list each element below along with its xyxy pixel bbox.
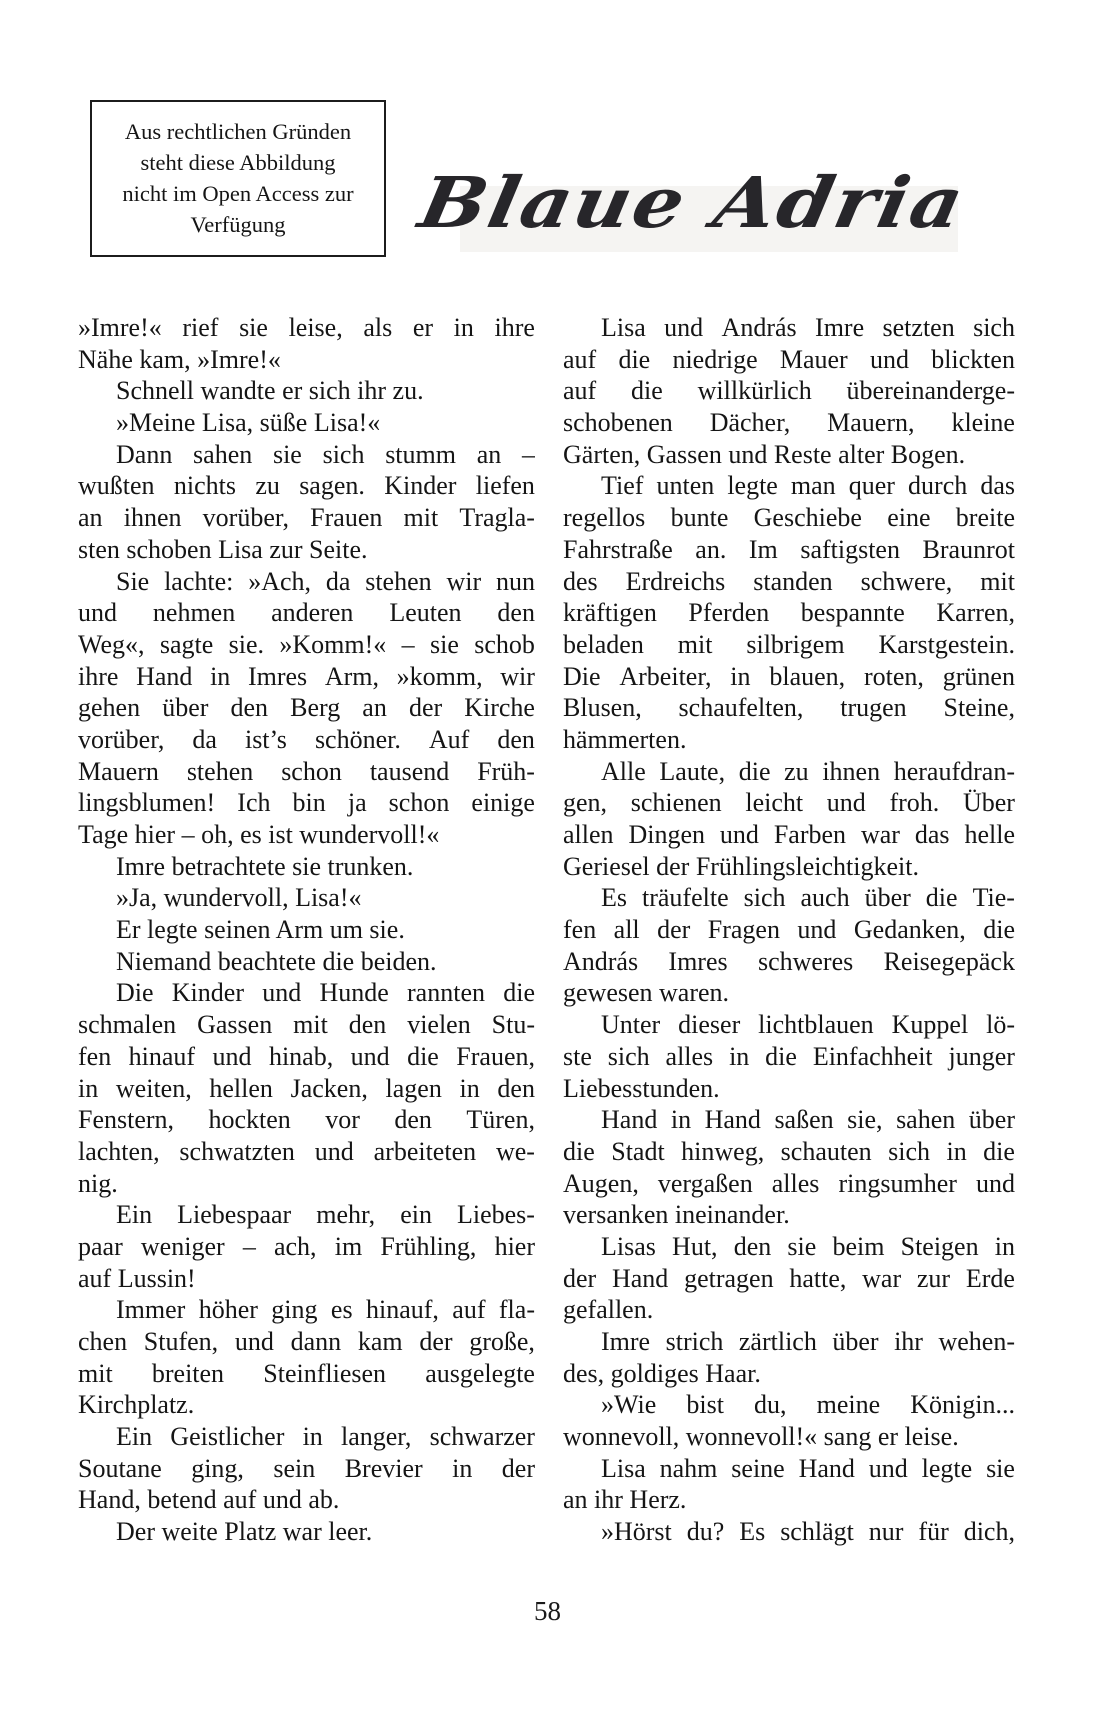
- text-line: hämmerten.: [563, 724, 687, 754]
- text-line: Soutane ging, sein Brevier in der: [78, 1453, 535, 1483]
- left-text-column: [78, 312, 535, 1556]
- text-line: gefallen.: [563, 1295, 654, 1325]
- text-line: und nehmen anderen Leuten den: [78, 598, 535, 628]
- text-line: fen all der Fragen und Gedanken, die: [563, 915, 1015, 945]
- text-line: auf Lussin!: [78, 1263, 196, 1293]
- rights-notice-box: [90, 100, 386, 257]
- text-line: Lisas Hut, den sie beim Steigen in: [601, 1231, 1015, 1261]
- text-line: »Meine Lisa, süße Lisa!«: [116, 408, 381, 438]
- text-line: schobenen Dächer, Mauern, kleine: [563, 408, 1015, 438]
- text-line: Gärten, Gassen und Reste alter Bogen.: [563, 439, 966, 469]
- paragraph: [78, 1294, 535, 1421]
- text-line: Nähe kam, »Imre!«: [78, 344, 281, 374]
- page-number: 58: [534, 1596, 561, 1626]
- right-text-column: [563, 312, 1015, 1556]
- paragraph: [78, 851, 535, 883]
- text-line: lingsblumen! Ich bin ja schon einige: [78, 788, 535, 818]
- text-line: Hand, betend auf und ab.: [78, 1485, 340, 1515]
- text-line: nig.: [78, 1168, 118, 1198]
- text-line: gewesen waren.: [563, 978, 730, 1008]
- paragraph: [563, 470, 1015, 755]
- text-line: auf die willkürlich übereinanderge-: [563, 376, 1015, 406]
- text-line: auf die niedrige Mauer und blickten: [563, 344, 1015, 374]
- text-line: Imre betrachtete sie trunken.: [116, 851, 414, 881]
- text-line: Ein Liebespaar mehr, ein Liebes-: [116, 1200, 535, 1230]
- text-line: Niemand beachtete die beiden.: [116, 946, 437, 976]
- text-line: an ihnen vorüber, Frauen mit Tragla-: [78, 503, 535, 533]
- paragraph: [78, 375, 535, 407]
- text-line: Fahrstraße an. Im saftigsten Braunrot: [563, 534, 1015, 564]
- text-line: Er legte seinen Arm um sie.: [116, 915, 405, 945]
- paragraph: [563, 312, 1015, 470]
- paragraph: [78, 439, 535, 566]
- paragraph: [563, 1516, 1015, 1548]
- text-line: »Hörst du? Es schlägt nur für dich,: [601, 1517, 1015, 1547]
- text-line: lachten, schwatzten und arbeiteten we-: [78, 1136, 535, 1166]
- paragraph: [78, 882, 535, 914]
- text-line: wußten nichts zu sagen. Kinder liefen: [78, 471, 535, 501]
- notice-line: Aus rechtlichen Gründen: [124, 119, 352, 144]
- text-line: fen hinauf und hinab, und die Frauen,: [78, 1041, 535, 1071]
- paragraph: [563, 1009, 1015, 1104]
- text-line: vorüber, da ist’s schöner. Auf den: [78, 724, 535, 754]
- paragraph: [78, 1199, 535, 1294]
- text-line: András Imres schweres Reisegepäck: [563, 946, 1015, 976]
- paragraph: [78, 1516, 535, 1548]
- text-line: Blusen, schaufelten, trugen Steine,: [563, 693, 1015, 723]
- text-line: Alle Laute, die zu ihnen heraufdran-: [601, 756, 1015, 786]
- text-line: »Imre!« rief sie leise, als er in ihre: [78, 313, 535, 342]
- text-line: schmalen Gassen mit den vielen Stu-: [78, 1010, 535, 1040]
- text-line: kräftigen Pferden bespannte Karren,: [563, 598, 1015, 628]
- paragraph: [78, 407, 535, 439]
- text-line: »Wie bist du, meine Königin...: [601, 1390, 1015, 1420]
- text-line: Der weite Platz war leer.: [116, 1517, 373, 1547]
- notice-line: Verfügung: [190, 212, 286, 237]
- text-line: Tage hier – oh, es ist wundervoll!«: [78, 820, 440, 849]
- text-line: Kirchplatz.: [78, 1390, 195, 1420]
- chapter-title-text: Blaue Adria: [412, 161, 972, 244]
- text-line: des, goldiges Haar.: [563, 1358, 761, 1388]
- text-line: Immer höher ging es hinauf, auf fla-: [116, 1295, 535, 1325]
- text-line: Dann sahen sie sich stumm an –: [116, 439, 535, 469]
- paragraph: [563, 882, 1015, 1009]
- text-line: Imre strich zärtlich über ihr wehen-: [601, 1327, 1015, 1356]
- text-line: die Stadt hinweg, schauten sich in die: [563, 1136, 1015, 1166]
- paragraph: [563, 1389, 1015, 1452]
- text-line: Es träufelte sich auch über die Tie-: [601, 883, 1015, 913]
- paragraph: [78, 914, 535, 946]
- paragraph: [563, 1453, 1015, 1516]
- text-line: Tief unten legte man quer durch das: [601, 471, 1015, 501]
- text-line: Liebesstunden.: [563, 1073, 720, 1103]
- text-line: allen Dingen und Farben war das helle: [563, 820, 1015, 849]
- text-line: Fenstern, hockten vor den Türen,: [78, 1105, 535, 1135]
- paragraph: [78, 1421, 535, 1516]
- text-line: Die Arbeiter, in blauen, roten, grünen: [563, 661, 1015, 691]
- chapter-title: [412, 150, 972, 255]
- text-line: Ein Geistlicher in langer, schwarzer: [116, 1422, 535, 1452]
- text-line: Hand in Hand saßen sie, sahen über: [601, 1105, 1015, 1135]
- text-line: sten schoben Lisa zur Seite.: [78, 534, 368, 564]
- text-line: wonnevoll, wonnevoll!« sang er leise.: [563, 1422, 959, 1452]
- text-line: mit breiten Steinfliesen ausgelegte: [78, 1358, 535, 1388]
- paragraph: [78, 977, 535, 1199]
- paragraph: [563, 1231, 1015, 1326]
- text-line: ihre Hand in Imres Arm, »komm, wir: [78, 661, 535, 691]
- text-line: regellos bunte Geschiebe eine breite: [563, 503, 1015, 533]
- text-line: in weiten, hellen Jacken, lagen in den: [78, 1073, 535, 1103]
- text-line: beladen mit silbrigem Karstgestein.: [563, 629, 1015, 659]
- text-line: versanken ineinander.: [563, 1200, 790, 1230]
- paragraph: [563, 1104, 1015, 1231]
- text-line: ste sich alles in die Einfachheit junger: [563, 1041, 1015, 1071]
- text-line: chen Stufen, und dann kam der große,: [78, 1327, 535, 1356]
- text-line: Lisa nahm seine Hand und legte sie: [601, 1453, 1015, 1483]
- text-line: Weg«, sagte sie. »Komm!« – sie schob: [78, 629, 535, 659]
- text-line: des Erdreichs standen schwere, mit: [563, 566, 1015, 596]
- paragraph: [563, 756, 1015, 883]
- text-line: paar weniger – ach, im Frühling, hier: [78, 1231, 535, 1261]
- text-line: Lisa und András Imre setzten sich: [601, 313, 1015, 342]
- text-line: gen, schienen leicht und froh. Über: [563, 788, 1015, 818]
- text-line: Augen, vergaßen alles ringsumher und: [563, 1168, 1015, 1198]
- text-line: Mauern stehen schon tausend Früh-: [78, 756, 535, 786]
- paragraph: [563, 1326, 1015, 1389]
- text-line: Geriesel der Frühlingsleichtigkeit.: [563, 851, 919, 881]
- text-line: der Hand getragen hatte, war zur Erde: [563, 1263, 1015, 1293]
- paragraph: [78, 946, 535, 978]
- text-line: an ihr Herz.: [563, 1485, 687, 1515]
- text-line: Unter dieser lichtblauen Kuppel lö-: [601, 1010, 1015, 1040]
- text-line: Schnell wandte er sich ihr zu.: [116, 376, 424, 406]
- text-line: Die Kinder und Hunde rannten die: [116, 978, 535, 1008]
- text-line: gehen über den Berg an der Kirche: [78, 693, 535, 723]
- text-line: Sie lachte: »Ach, da stehen wir nun: [116, 566, 535, 596]
- paragraph: [78, 312, 535, 375]
- notice-line: nicht im Open Access zur: [122, 181, 354, 206]
- notice-line: steht diese Abbildung: [140, 150, 336, 175]
- paragraph: [78, 566, 535, 851]
- text-line: »Ja, wundervoll, Lisa!«: [116, 883, 362, 913]
